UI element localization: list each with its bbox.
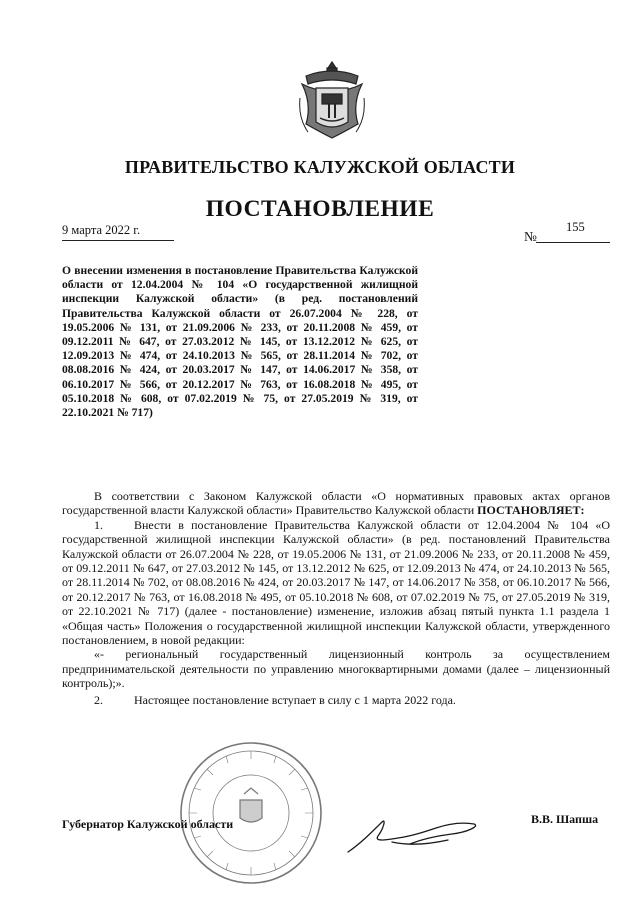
item-1-number: 1. — [94, 517, 103, 532]
signer-name: В.В. Шапша — [531, 812, 599, 826]
signature-icon — [340, 802, 490, 862]
official-seal-icon — [176, 738, 326, 888]
government-title: ПРАВИТЕЛЬСТВО КАЛУЖСКОЙ ОБЛАСТИ — [124, 157, 516, 177]
document-type: ПОСТАНОВЛЕНИЕ — [205, 196, 435, 222]
resolves-keyword: ПОСТАНОВЛЯЕТ: — [477, 503, 585, 518]
number-label: № — [524, 229, 537, 244]
kaluga-coat-of-arms-icon — [296, 58, 368, 142]
number-underline — [536, 242, 610, 243]
signer-position: Губернатор Калужской области — [62, 817, 234, 831]
document-number: 155 — [566, 220, 585, 234]
quote-paragraph: «- региональный государственный лицензионный контроль за осуществлением предпринимательской деятельности по управлению многоквартирными домами (далее – лицензионный контроль);». — [62, 647, 610, 691]
document-body — [62, 489, 610, 707]
preamble-paragraph: В соответствии с Законом Калужской области «О нормативных правовых актах органов государственной власти Калужской области» Правительство Калужской области ПОСТАНОВЛЯЕТ: — [62, 489, 610, 518]
document-subject: О внесении изменения в постановление Правительства Калужской области от 12.04.2004 № 104 «О государственной жилищной инспекции Калужской области» (в ред. постановлений Правительства Калужской области от 26.07.2004 № 228, от 19.05.2006 № 131, от 21.09.2006 № 233, от 20.11.2008 № 459, от 09.12.2011 № 647, от 27.03.2012 № 145, от 13.12.2012 № 625, от 12.09.2013 № 474, от 24.10.2013 № 565, от 28.11.2014 № 702, от 08.08.2016 № 424, от 20.03.2017 № 147, от 14.06.2017 № 358, от 06.10.2017 № 566, от 20.12.2017 № 763, от 16.08.2018 № 495, от 05.10.2018 № 608, от 07.02.2019 № 75, от 27.05.2019 № 319, от 22.10.2021 № 717) — [62, 264, 418, 420]
item-2-paragraph: 2. Настоящее постановление вступает в силу с 1 марта 2022 года. — [94, 692, 456, 707]
item-2-number: 2. — [94, 692, 103, 707]
date-underline — [62, 240, 174, 241]
document-date: 9 марта 2022 г. — [62, 223, 141, 237]
item-1-paragraph: 1. Внести в постановление Правительства Калужской области от 12.04.2004 № 104 «О государственной жилищной инспекции Калужской области» (в ред. постановлений Правительства Калужской области от 26.07.2004 № 228, от 19.05.2006 № 131, от 21.09.2006 № 233, от 20.11.2008 № 459, от 09.12.2011 № 647, от 27.03.2012 № 145, от 13.12.2012 № 625, от 12.09.2013 № 474, от 24.10.2013 № 565, от 28.11.2014 № 702, от 08.08.2016 № 424, от 20.03.2017 № 147, от 14.06.2017 № 358, от 06.10.2017 № 566, от 20.12.2017 № 763, от 16.08.2018 № 495, от 05.10.2018 № 608, от 07.02.2019 № 75, от 27.05.2019 № 319, от 22.10.2021 № 717) (далее - постановление) изменение, изложив абзац пятый пункта 1.1 раздела 1 «Общая часть» Положения о государственной жилищной инспекции Калужской области, утвержденного постановлением, в новой редакции: — [62, 517, 610, 648]
